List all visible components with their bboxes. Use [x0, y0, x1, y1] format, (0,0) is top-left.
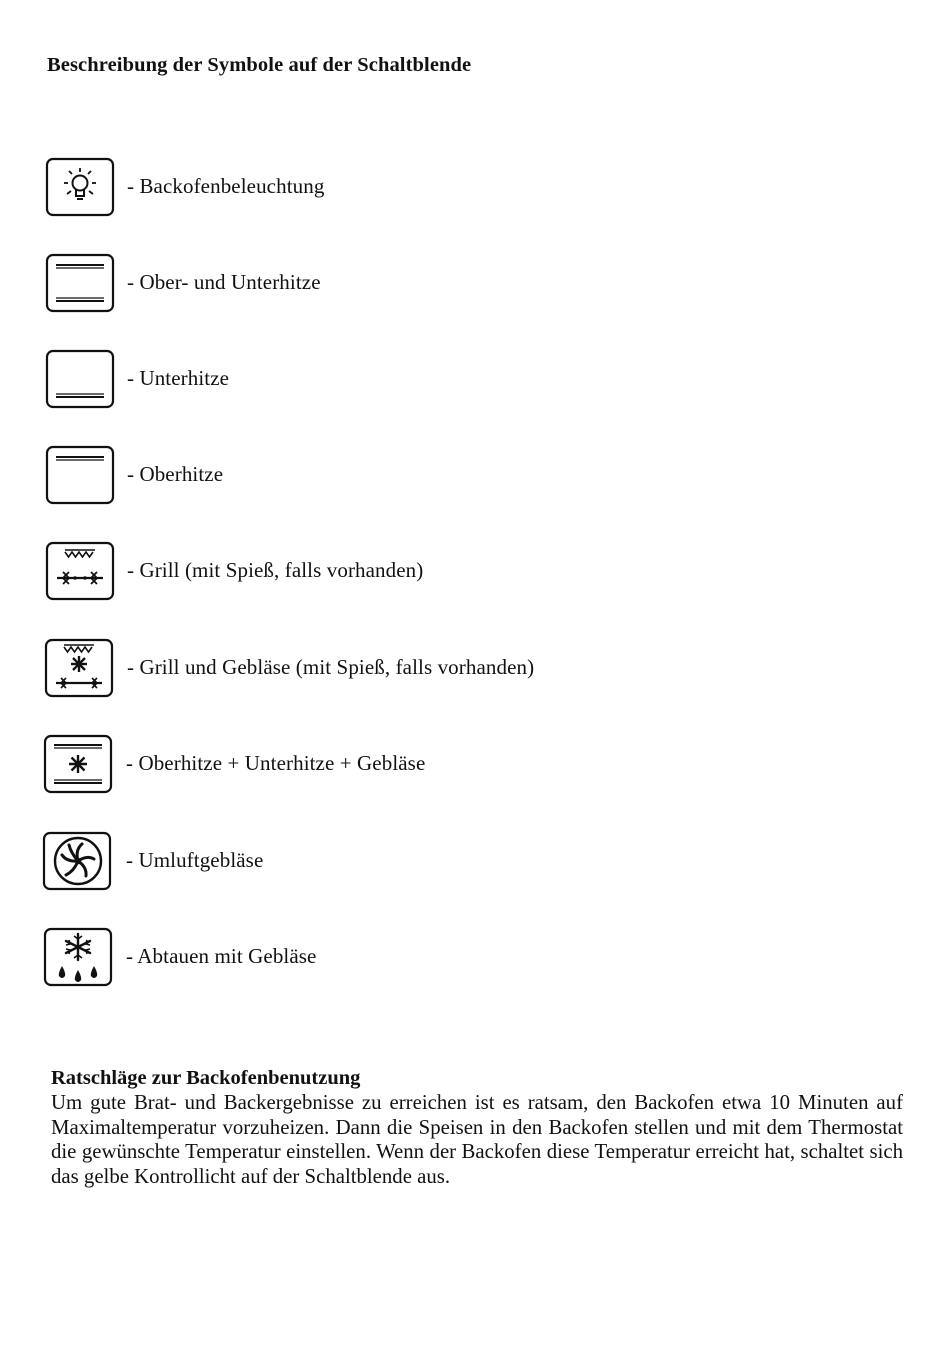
advice-section — [51, 1066, 903, 1189]
defrost-fan-icon — [43, 927, 113, 987]
symbol-row-bottom-heat — [0, 349, 900, 409]
symbol-row-grill-fan — [0, 638, 900, 698]
bottom-heat-icon — [45, 349, 115, 409]
symbol-label: - Ober- und Unterhitze — [127, 270, 321, 294]
symbol-label: - Abtauen mit Gebläse — [126, 944, 317, 968]
top-bottom-heat-fan-icon — [43, 734, 113, 794]
top-bottom-heat-icon — [45, 253, 115, 313]
symbol-label: - Grill und Gebläse (mit Spieß, falls vorhanden) — [127, 655, 535, 679]
oven-light-icon — [45, 157, 115, 217]
symbol-label: - Oberhitze + Unterhitze + Gebläse — [126, 751, 426, 775]
symbol-row-top-bottom-heat — [0, 253, 900, 313]
symbol-row-top-heat — [0, 445, 900, 505]
symbol-label: - Oberhitze — [127, 462, 224, 486]
symbol-label: - Grill (mit Spieß, falls vorhanden) — [127, 558, 424, 582]
grill-spit-icon — [45, 541, 115, 601]
symbol-row-top-bottom-heat-fan — [0, 734, 900, 794]
symbol-label: - Unterhitze — [127, 366, 230, 390]
advice-heading: Ratschläge zur Backofenbenutzung — [51, 1067, 361, 1089]
convection-fan-icon — [42, 831, 112, 891]
top-heat-icon — [45, 445, 115, 505]
symbol-row-defrost-fan — [0, 927, 900, 987]
page-title: Beschreibung der Symbole auf der Schaltblende — [47, 54, 472, 76]
symbol-row-convection-fan — [0, 831, 900, 891]
symbol-label: - Umluftgebläse — [126, 848, 264, 872]
symbol-row-grill — [0, 541, 900, 601]
symbol-row-oven-light — [0, 157, 900, 217]
advice-paragraph: Um gute Brat- und Backergebnisse zu erreichen ist es ratsam, den Backofen etwa 10 Minuten auf Maximaltemperatur vorzuheizen. Dann die Speisen in den Backofen stellen und mit dem Thermostat die gewünschte Temperatur einstellen. Wenn der Backofen diese Temperatur erreicht hat, schaltet sich das gelbe Kontrollicht auf der Schaltblende aus. — [51, 1091, 903, 1188]
symbol-label: - Backofenbeleuchtung — [127, 174, 325, 198]
grill-fan-icon — [44, 638, 114, 698]
